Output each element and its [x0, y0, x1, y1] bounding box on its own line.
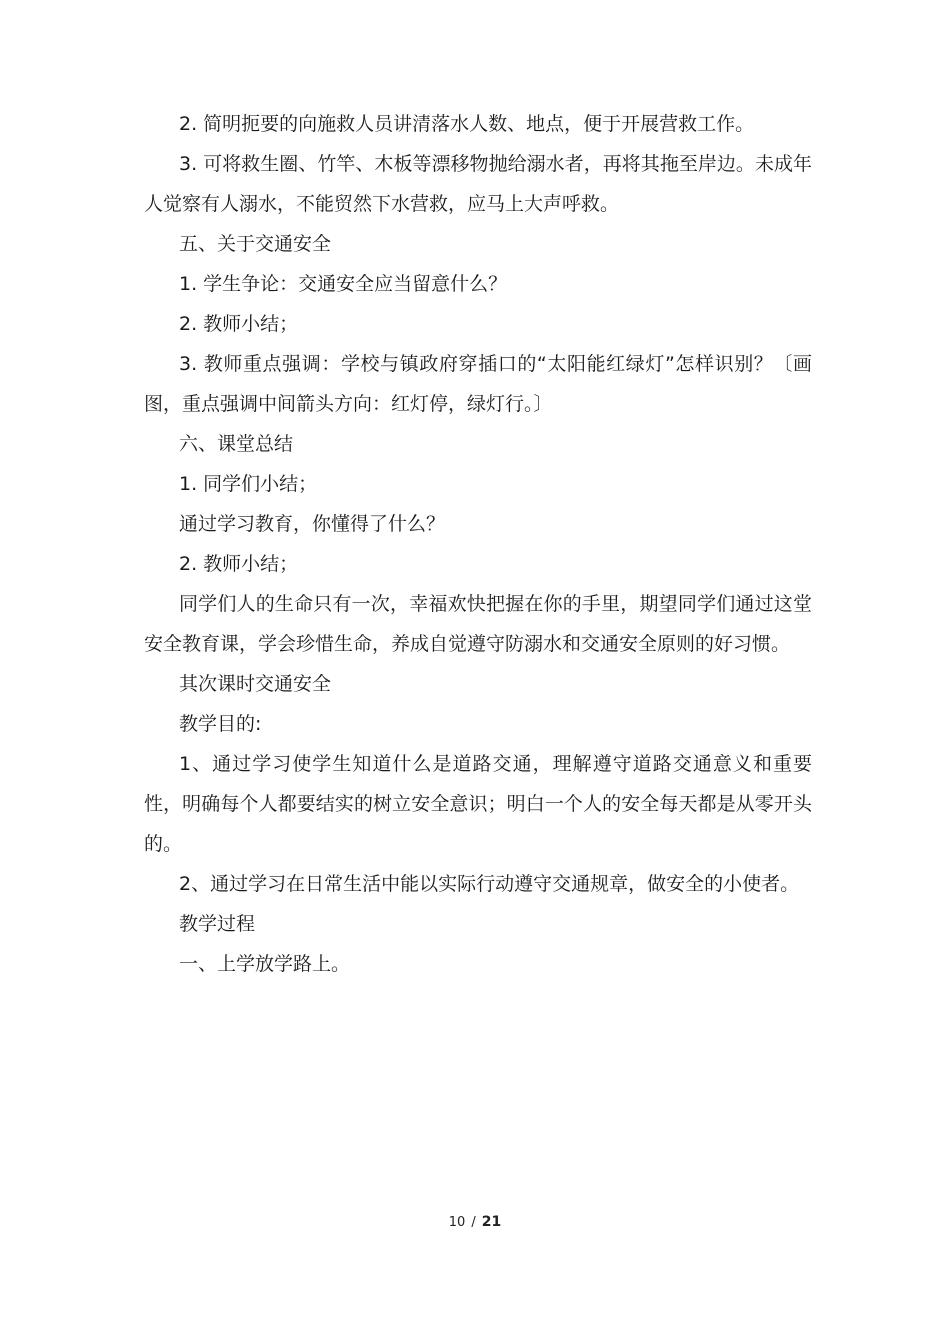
paragraph: 1、通过学习使学生知道什么是道路交通，理解遵守道路交通意义和重要性，明确每个人都要结实的树立安全意识；明白一个人的安全每天都是从零开头的。: [144, 753, 812, 855]
section-heading: 六、课堂总结: [179, 433, 294, 455]
paragraph: 通过学习教育，你懂得了什么？: [179, 513, 446, 535]
section-heading: 教学过程: [179, 913, 256, 935]
paragraph: 教学目的:: [179, 713, 262, 735]
paragraph: 一、上学放学路上。: [179, 953, 351, 975]
paragraph: 同学们人的生命只有一次，幸福欢快把握在你的手里，期望同学们通过这堂安全教育课，学会珍惜生命，养成自觉遵守防溺水和交通安全原则的好习惯。: [144, 593, 812, 655]
paragraph: 3. 教师重点强调：学校与镇政府穿插口的“太阳能红绿灯”怎样识别？〔画图，重点强调中间箭头方向：红灯停，绿灯行。〕: [144, 353, 812, 415]
paragraph: 2. 简明扼要的向施救人员讲清落水人数、地点，便于开展营救工作。: [179, 113, 755, 135]
paragraph: 2. 教师小结；: [179, 313, 299, 335]
paragraph: 3. 可将救生圈、竹竿、木板等漂移物抛给溺水者，再将其拖至岸边。未成年人觉察有人溺水，不能贸然下水营救，应马上大声呼救。: [144, 153, 812, 215]
total-pages: 21: [481, 1214, 502, 1230]
paragraph: 2. 教师小结；: [179, 553, 299, 575]
page-number: [0, 1214, 950, 1230]
section-heading: 五、关于交通安全: [179, 233, 332, 255]
page-separator: /: [471, 1215, 476, 1230]
section-heading: 其次课时交通安全: [179, 673, 332, 695]
current-page-number: 10: [448, 1215, 466, 1230]
paragraph: 1. 学生争论：交通安全应当留意什么？: [179, 273, 508, 295]
paragraph: 1. 同学们小结；: [179, 473, 318, 495]
paragraph: 2、通过学习在日常生活中能以实际行动遵守交通规章，做安全的小使者。: [179, 873, 800, 895]
document-body: [144, 104, 812, 984]
